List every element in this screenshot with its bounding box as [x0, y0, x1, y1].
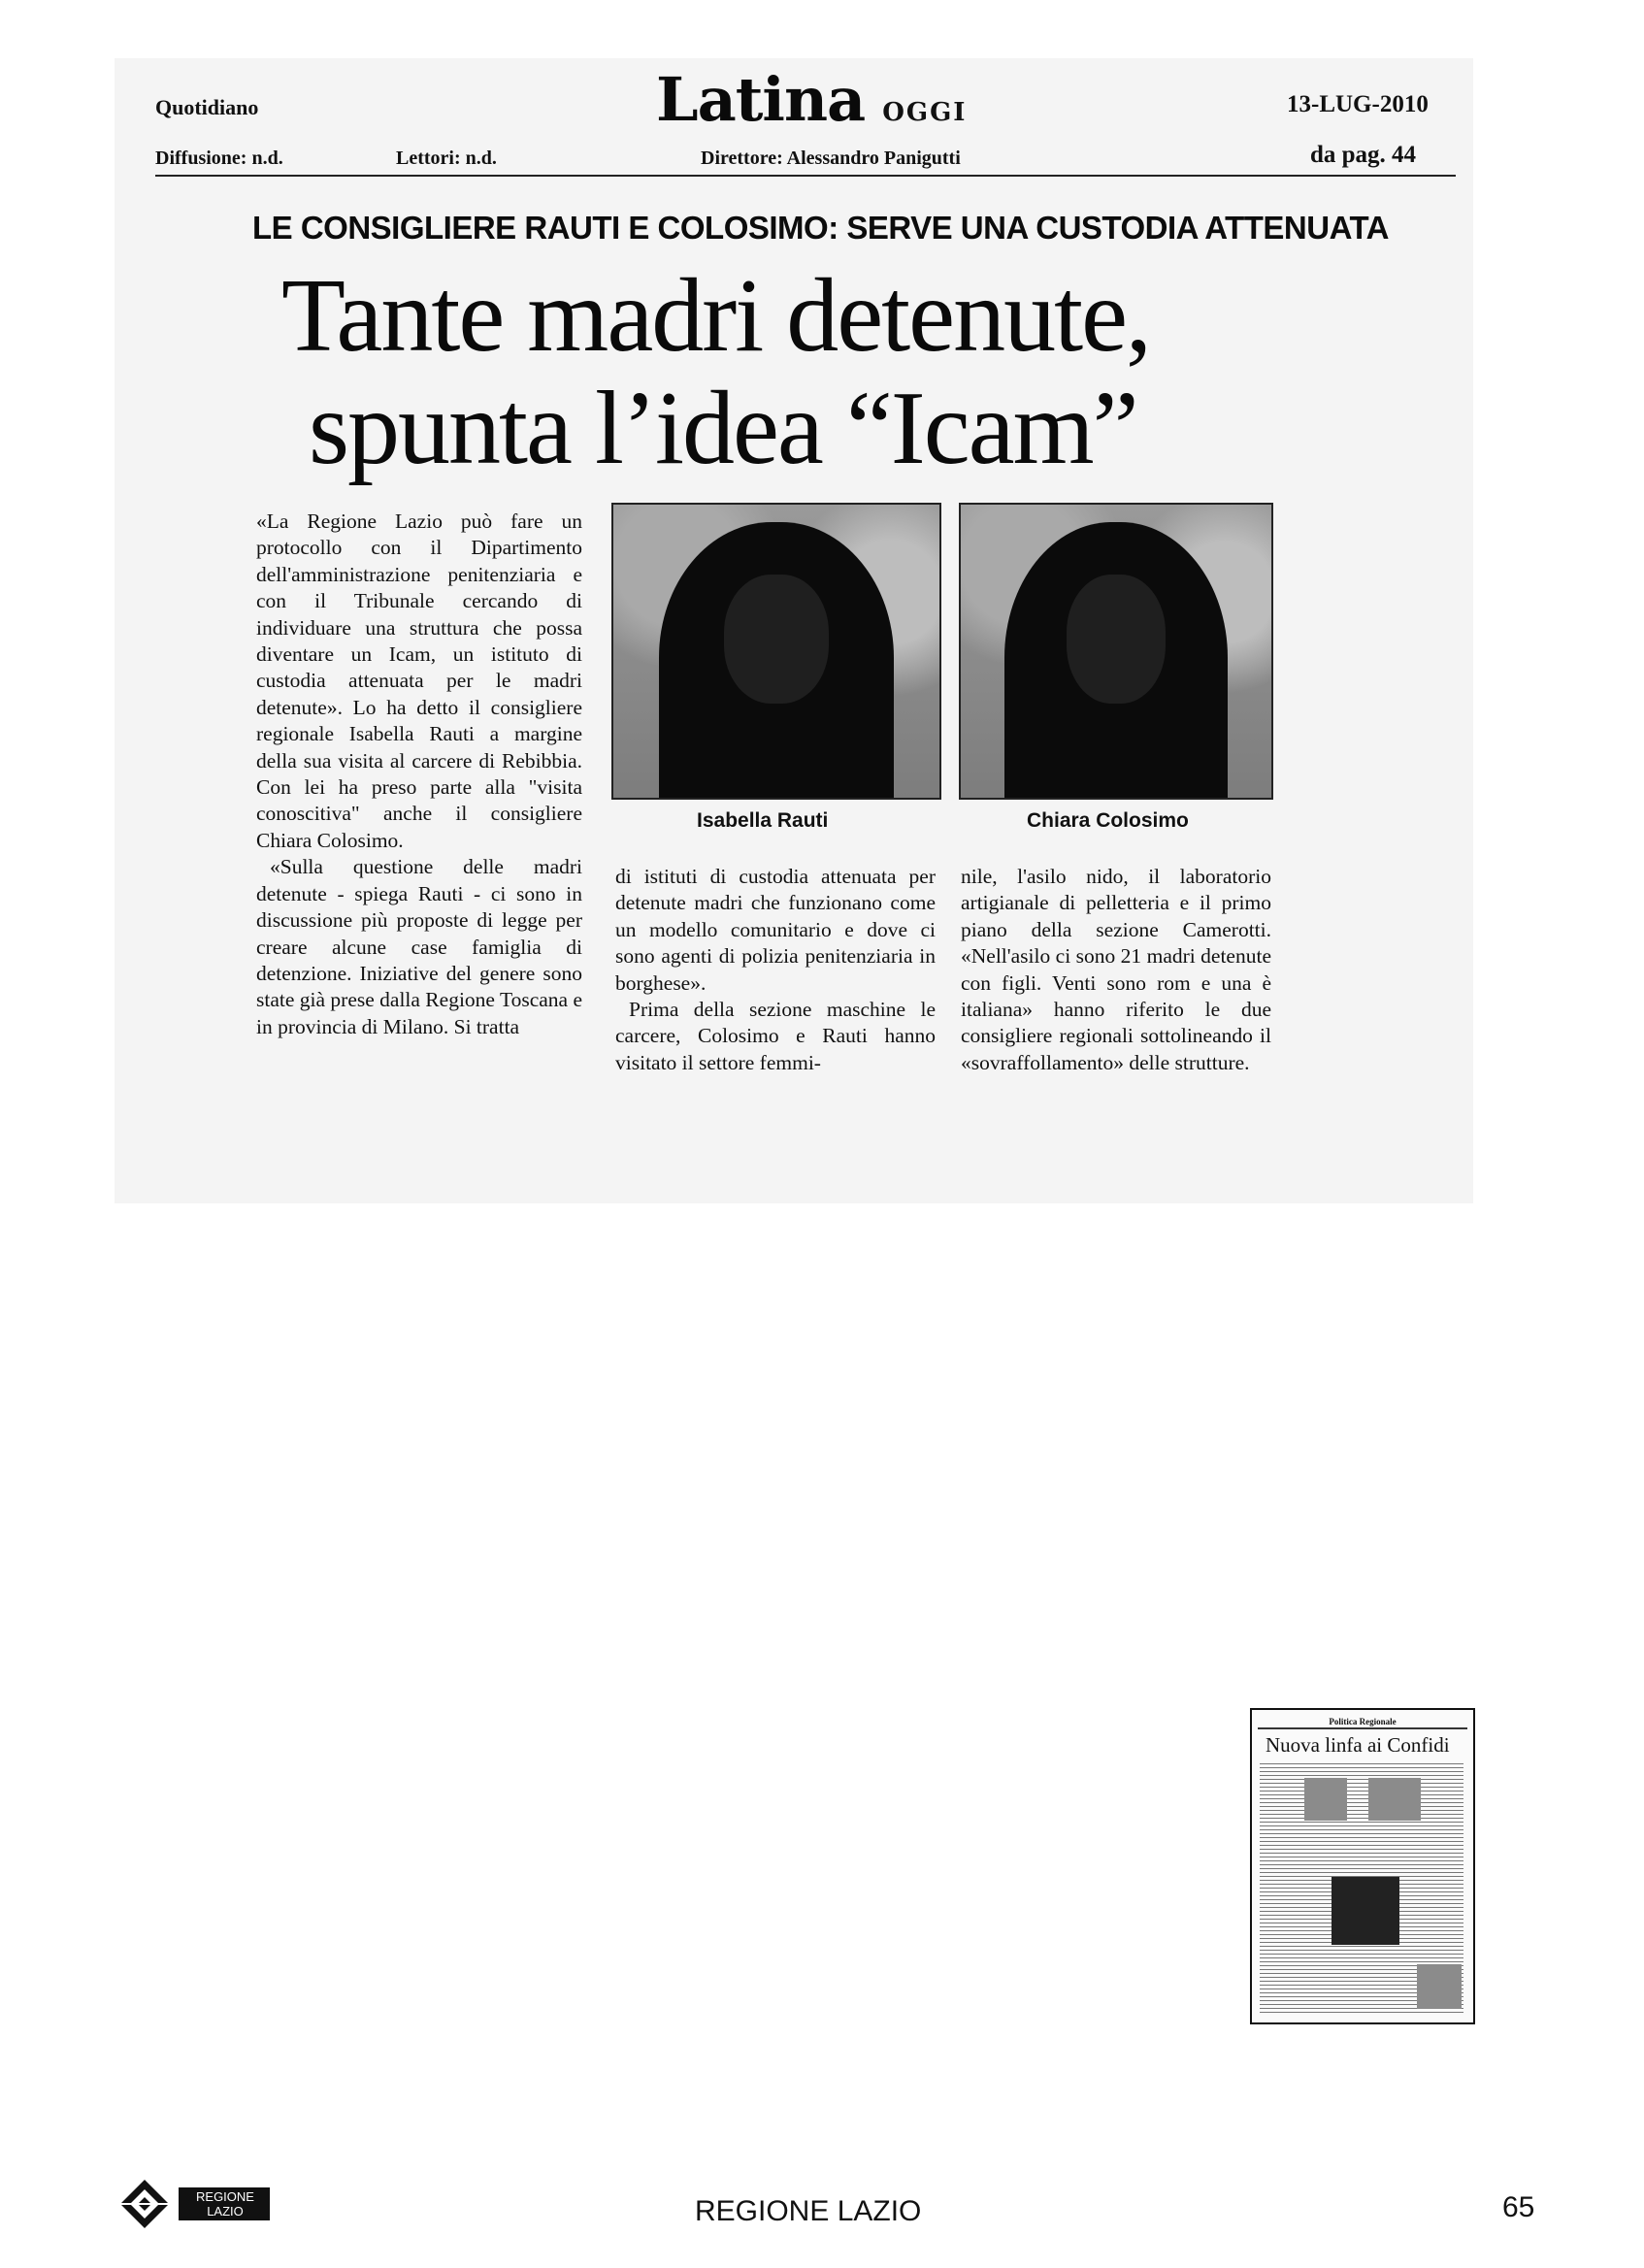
regione-lazio-logo: [115, 2174, 272, 2234]
footer-page-number: 65: [1502, 2191, 1535, 2223]
column-3-paragraph-1: nile, l'asilo nido, il laboratorio artigianale di pelletteria e il primo piano della sezione Camerotti. «Nell'asilo ci sono 21 madri detenute con figli. Venti sono rom e una è italiana» hanno riferito le due consigliere regionali sottolineando il «sovraffollamento» delle strutture.: [961, 865, 1271, 1074]
logo-text-line-1: REGIONE: [196, 2189, 254, 2204]
photo-isabella-rauti: [611, 503, 941, 800]
photo-caption-rauti: Isabella Rauti: [697, 809, 829, 832]
page-thumbnail: [1250, 1708, 1475, 2024]
thumbnail-photo-3: [1417, 1964, 1462, 2009]
photo-chiara-colosimo: [959, 503, 1273, 800]
diffusione-label: Diffusione: n.d.: [155, 148, 283, 169]
thumbnail-photo-1: [1304, 1778, 1347, 1821]
column-1-paragraph-1: «La Regione Lazio può fare un protocollo con il Dipartimento dell'amministrazione penitenziaria e con il Tribunale cercando di individuare una struttura che possa diventare un Icam, un istituto di custodia attenuata per le madri detenute». Lo ha detto il consigliere regionale Isabella Rauti a margine della sua visita al carcere di Rebibbia. Con lei ha preso parte alla "visita conoscitiva" anche il consigliere Chiara Colosimo.: [256, 509, 582, 852]
article-column-2: [615, 864, 936, 1076]
headline-line-2: spunta l’idea “Icam”: [309, 371, 1137, 486]
direttore-label: Direttore: Alessandro Panigutti: [701, 148, 961, 169]
column-2-paragraph-2: Prima della sezione maschine le carcere, Colosimo e Rauti hanno visitato il settore femmi-: [615, 998, 936, 1074]
thumbnail-title: Nuova linfa ai Confidi: [1266, 1733, 1450, 1757]
logo-text-line-2: LAZIO: [207, 2204, 244, 2219]
article-column-3: [961, 864, 1271, 1076]
column-1-paragraph-2: «Sulla questione delle madri detenute - spiega Rauti - ci sono in discussione più proposte di legge per creare alcune case famiglia di detenzione. Iniziative del genere sono state già prese dalla Regione Toscana e in provincia di Milano. Si tratta: [256, 855, 582, 1038]
article-column-1: [256, 509, 582, 1040]
photo-caption-colosimo: Chiara Colosimo: [1027, 809, 1189, 832]
logo-sub-text: OGGI: [882, 98, 968, 127]
footer-regione-lazio: REGIONE LAZIO: [695, 2195, 922, 2227]
column-2-paragraph-1: di istituti di custodia attenuata per detenute madri che funzionano come un modello comunitario e dove ci sono agenti di polizia penitenziaria in borghese».: [615, 865, 936, 995]
newspaper-logo: [656, 64, 968, 135]
thumbnail-dark-box: [1332, 1877, 1399, 1945]
logo-text: [182, 2189, 268, 2219]
issue-date: 13-LUG-2010: [1287, 91, 1429, 117]
headline-line-1: Tante madri detenute,: [281, 258, 1151, 374]
frequency-label: Quotidiano: [155, 95, 259, 119]
article-kicker: LE CONSIGLIERE RAUTI E COLOSIMO: SERVE UNA CUSTODIA ATTENUATA: [252, 210, 1389, 246]
masthead-divider: [155, 175, 1456, 177]
page-reference: da pag. 44: [1310, 142, 1417, 168]
logo-main-text: Latina: [656, 64, 866, 135]
thumbnail-photo-2: [1368, 1778, 1421, 1821]
thumbnail-header: Politica Regionale: [1258, 1716, 1467, 1729]
lettori-label: Lettori: n.d.: [396, 148, 497, 169]
